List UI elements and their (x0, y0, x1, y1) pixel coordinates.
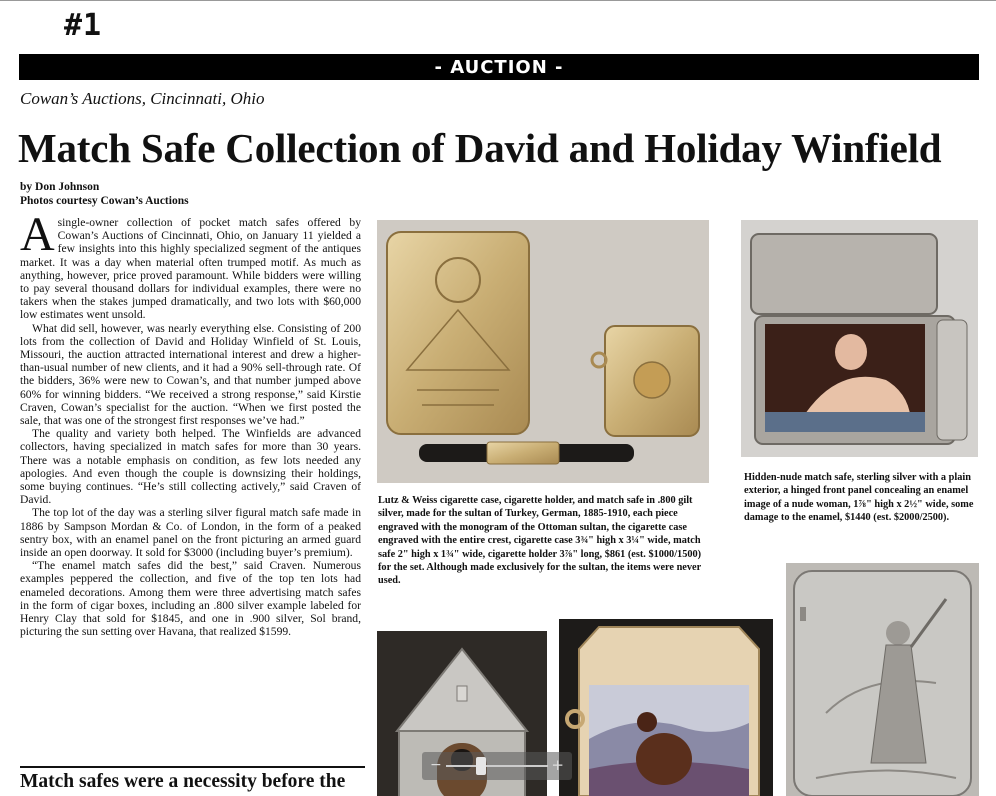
zoom-slider-handle[interactable] (476, 757, 486, 775)
paragraph-1-text: single-owner collection of pocket match safes offered by Cowan’s Auctions of Cincinnati, Ohio, on January 11 yielded a few insights into this highly specialized segment of the antiques market. It was a day when material often trumped motif. As much as anything, however, price proved paramount. While bidders were willing to pay several thousand dollars for individual examples, there were no takers when the stakes jumped dramatically, and two lots with $60,000 low estimates went unsold. (20, 216, 361, 322)
page-number: #1 (64, 8, 103, 43)
caption-lutz-weiss: Lutz & Weiss cigarette case, cigarette holder, and match safe in .800 gilt silver, made for the sultan of Turkey, German, 1885-1910, each piece engraved with the monogram of the Ottoman sultan, the cigarette case engraved with the entire crest, cigarette case 3¾" high x 3¼" wide, match safe 2" high x 1¾" wide, cigarette holder 3⅞" long, $861 (est. $1000/1500) for the set. Although made exclusively for the sultan, the items were never used. (378, 495, 702, 587)
photo-lutz-weiss-set (377, 220, 709, 483)
drop-cap: A (20, 208, 55, 261)
top-rule (0, 0, 996, 1)
photo-credit: Photos courtesy Cowan’s Auctions (20, 195, 189, 207)
subhead: Match safes were a necessity before the (20, 766, 365, 794)
paragraph-1 (20, 208, 361, 322)
zoom-toolbar[interactable] (422, 752, 572, 780)
paragraph-5: “The enamel match safes did the best,” said Craven. Numerous examples peppered the collection, and five of the top ten lots had enameled decorations. Among them were three advertising match safes in the form of cigar boxes, including an .800 silver example labeled for Henry Clay that sold for $1845, and one in .900 silver, Sol brand, picturing the sun setting over Havana, that realized $1599. (20, 559, 361, 639)
photo-golfer-illustration (786, 563, 979, 796)
article-body (20, 208, 361, 639)
photo-lutz-weiss-illustration (377, 220, 709, 483)
paragraph-4: The top lot of the day was a sterling silver figural match safe made in 1886 by Sampson Mordan & Co. of London, in the form of a peaked sentry box, with an enamel panel on the front picturing an armed guard inside an open doorway. It sold for $3000 (including buyer’s premium). (20, 506, 361, 560)
photo-grouse-match-safe (559, 619, 773, 796)
section-banner: - AUCTION - (19, 54, 979, 80)
photo-hidden-nude-match-safe (741, 220, 978, 457)
author: by Don Johnson (20, 181, 100, 193)
byline (20, 180, 189, 208)
zoom-out-button[interactable]: − (430, 757, 442, 773)
zoom-slider-track[interactable] (446, 765, 548, 767)
caption-hidden-nude: Hidden-nude match safe, sterling silver with a plain exterior, a hinged front panel concealing an enamel image of a nude woman, 1⅞" high x 2½" wide, some damage to the enamel, $1440 (est. $2000/2500). (744, 472, 974, 524)
photo-hidden-nude-illustration (741, 220, 978, 457)
photo-grouse-illustration (559, 619, 773, 796)
paragraph-2: What did sell, however, was nearly everything else. Consisting of 200 lots from the collection of David and Holiday Winfield of St. Louis, Missouri, the auction attracted international interest and drew a higher-than-usual number of new clients, and it had a 90% sell-through rate. Of the bidders, 36% were new to Cowan’s, and that number jumped above 60% for winning bidders. “We received a strong response,” said Kirstie Craven, Cowan’s specialist for the auction. “When we first posted the sale, that was one of the strongest first responses we’ve had.” (20, 321, 361, 428)
zoom-in-button[interactable]: + (551, 756, 564, 774)
source-line: Cowan’s Auctions, Cincinnati, Ohio (20, 89, 265, 108)
headline: Match Safe Collection of David and Holiday Winfield (18, 125, 942, 171)
paragraph-3: The quality and variety both helped. The Winfields are advanced collectors, having specialized in match safes for more than 30 years. There was a notable emphasis on condition, as few lots needed any apologies. And even though the couple is downsizing their holdings, some buying continues. “He’s still collecting actively,” said Craven of David. (20, 427, 361, 507)
photo-golfer-match-safe (786, 563, 979, 796)
